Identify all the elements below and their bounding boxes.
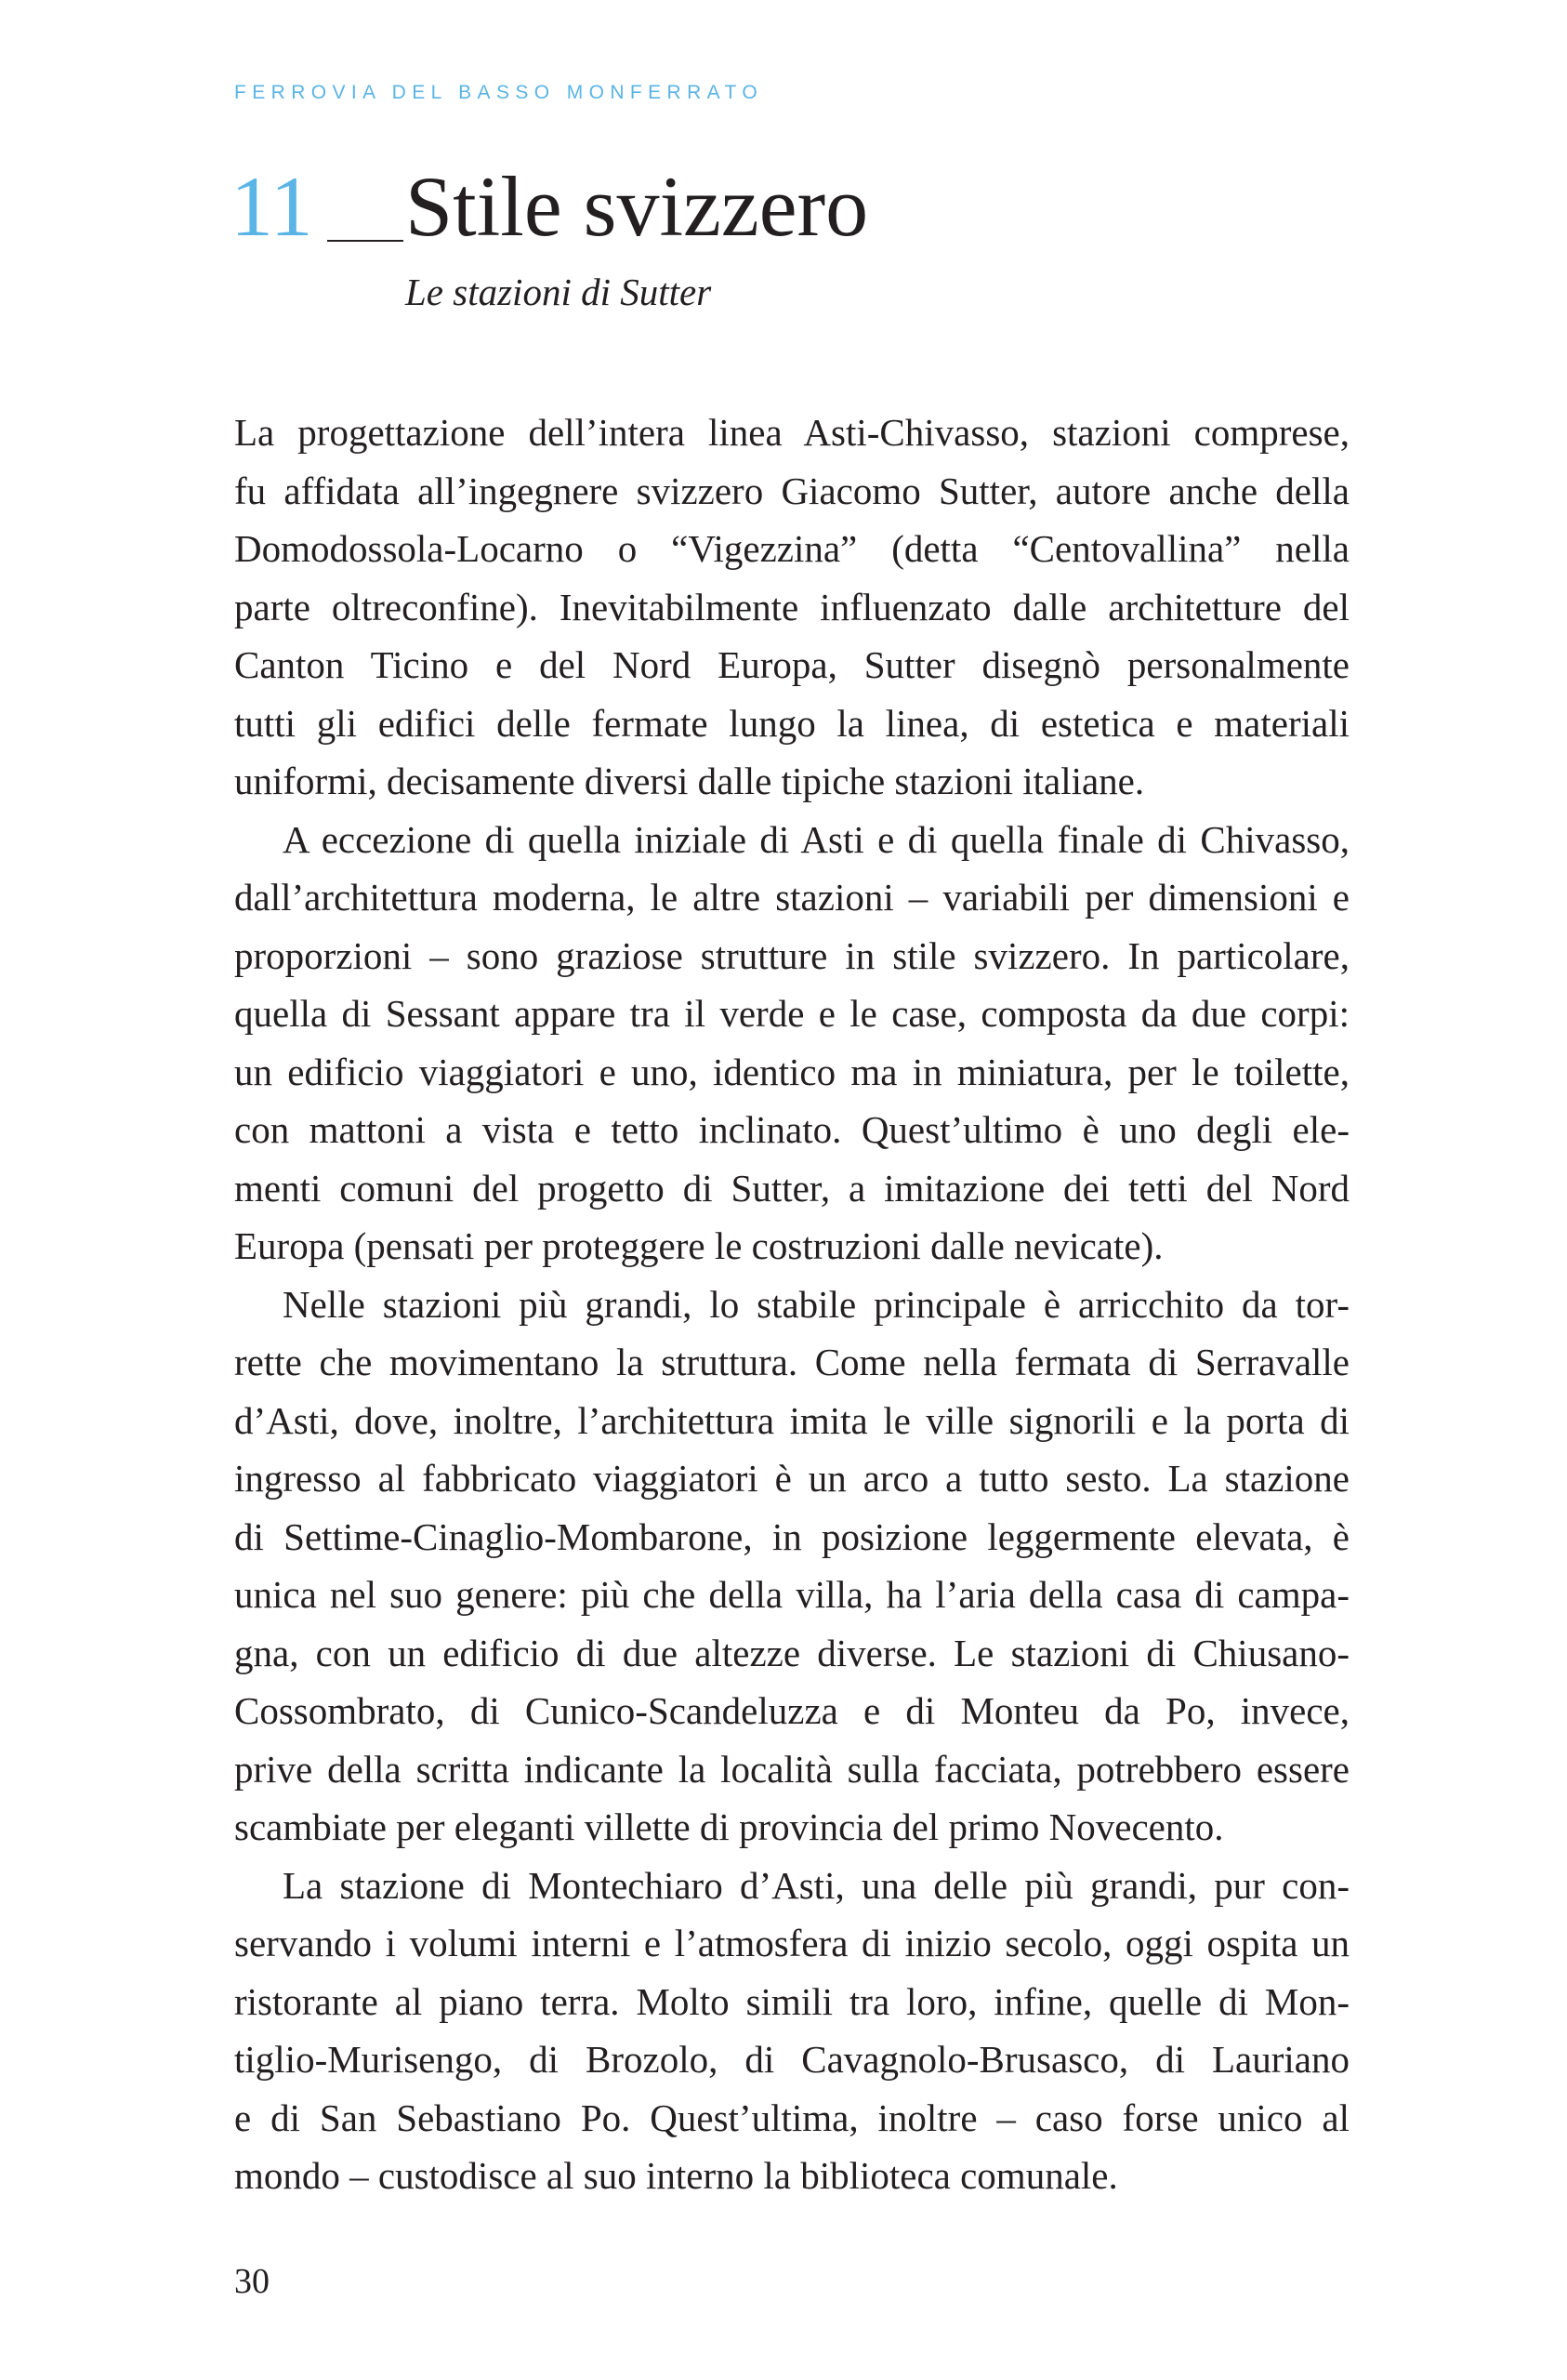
text-line: menti comuni del progetto di Sutter, a imitazione dei tetti del Nord xyxy=(234,1166,1350,1210)
text-line: un edificio viaggiatori e uno, identico ma in miniatura, per le toilette, xyxy=(234,1050,1350,1093)
text-line: Europa (pensati per proteggere le costruzioni dalle nevicate). xyxy=(234,1224,1164,1267)
text-line: ingresso al fabbricato viaggiatori è un arco a tutto sesto. La stazione xyxy=(234,1457,1350,1500)
text-line: La stazione di Montechiaro d’Asti, una delle più grandi, pur con- xyxy=(283,1863,1350,1907)
text-line: parte oltreconfine). Inevitabilmente influenzato dalle architetture del xyxy=(234,585,1350,628)
text-line: e di San Sebastiano Po. Quest’ultima, inoltre – caso forse unico al xyxy=(234,2096,1350,2139)
body-text xyxy=(234,403,1350,2205)
text-line: A eccezione di quella iniziale di Asti e di quella finale di Chivasso, xyxy=(283,817,1350,861)
paragraph-2 xyxy=(234,811,1350,1276)
text-line: rette che movimentano la struttura. Come nella fermata di Serravalle xyxy=(234,1341,1350,1383)
text-line: ristorante al piano terra. Molto simili tra loro, infine, quelle di Mon- xyxy=(234,1979,1350,2023)
text-line: La progettazione dell’intera linea Asti-Chivasso, stazioni comprese, xyxy=(234,411,1350,454)
text-line: di Settime-Cinaglio-Mombarone, in posizione leggermente elevata, è xyxy=(234,1514,1350,1558)
text-line: proporzioni – sono graziose strutture in stile svizzero. In particolare, xyxy=(234,933,1350,977)
text-line: Cossombrato, di Cunico-Scandeluzza e di Monteu da Po, invece, xyxy=(234,1689,1350,1732)
paragraph-1 xyxy=(234,403,1350,811)
text-line: scambiate per eleganti villette di provincia del primo Novecento. xyxy=(234,1805,1224,1848)
text-line: tutti gli edifici delle fermate lungo la linea, di estetica e materiali xyxy=(234,701,1350,745)
chapter-number: 11 xyxy=(230,159,313,254)
text-line: servando i volumi interni e l’atmosfera di inizio secolo, oggi ospita un xyxy=(234,1922,1350,1964)
text-line: mondo – custodisce al suo interno la biblioteca comunale. xyxy=(234,2154,1118,2197)
text-line: gna, con un edificio di due altezze diverse. Le stazioni di Chiusano- xyxy=(234,1631,1350,1674)
text-line: con mattoni a vista e tetto inclinato. Quest’ultimo è uno degli ele- xyxy=(234,1108,1350,1151)
text-line: dall’architettura moderna, le altre stazioni – variabili per dimensioni e xyxy=(234,876,1350,919)
text-line: uniformi, decisamente diversi dalle tipiche stazioni italiane. xyxy=(234,760,1145,802)
text-line: tiglio-Murisengo, di Brozolo, di Cavagnolo-Brusasco, di Lauriano xyxy=(234,2038,1350,2081)
text-line: quella di Sessant appare tra il verde e le case, composta da due corpi: xyxy=(234,992,1350,1035)
text-line: fu affidata all’ingegnere svizzero Giacomo Sutter, autore anche della xyxy=(234,469,1350,512)
text-line: Nelle stazioni più grandi, lo stabile principale è arricchito da tor- xyxy=(283,1282,1350,1326)
text-line: prive della scritta indicante la località sulla facciata, potrebbero essere xyxy=(234,1747,1350,1791)
chapter-rule xyxy=(327,240,403,242)
text-line: unica nel suo genere: più che della villa, ha l’aria della casa di campa- xyxy=(234,1573,1350,1616)
running-head: FERROVIA DEL BASSO MONFERRATO xyxy=(234,82,764,103)
text-line: Domodossola-Locarno o “Vigezzina” (detta “Centovallina” nella xyxy=(234,527,1350,570)
text-line: d’Asti, dove, inoltre, l’architettura imita le ville signorili e la porta di xyxy=(234,1398,1350,1442)
chapter-title: Stile svizzero xyxy=(405,159,869,254)
paragraph-4 xyxy=(234,1857,1350,2205)
page-number: 30 xyxy=(234,2262,270,2301)
text-line: Canton Ticino e del Nord Europa, Sutter disegnò personalmente xyxy=(234,643,1350,686)
paragraph-3 xyxy=(234,1276,1350,1857)
chapter-subtitle: Le stazioni di Sutter xyxy=(405,271,712,313)
